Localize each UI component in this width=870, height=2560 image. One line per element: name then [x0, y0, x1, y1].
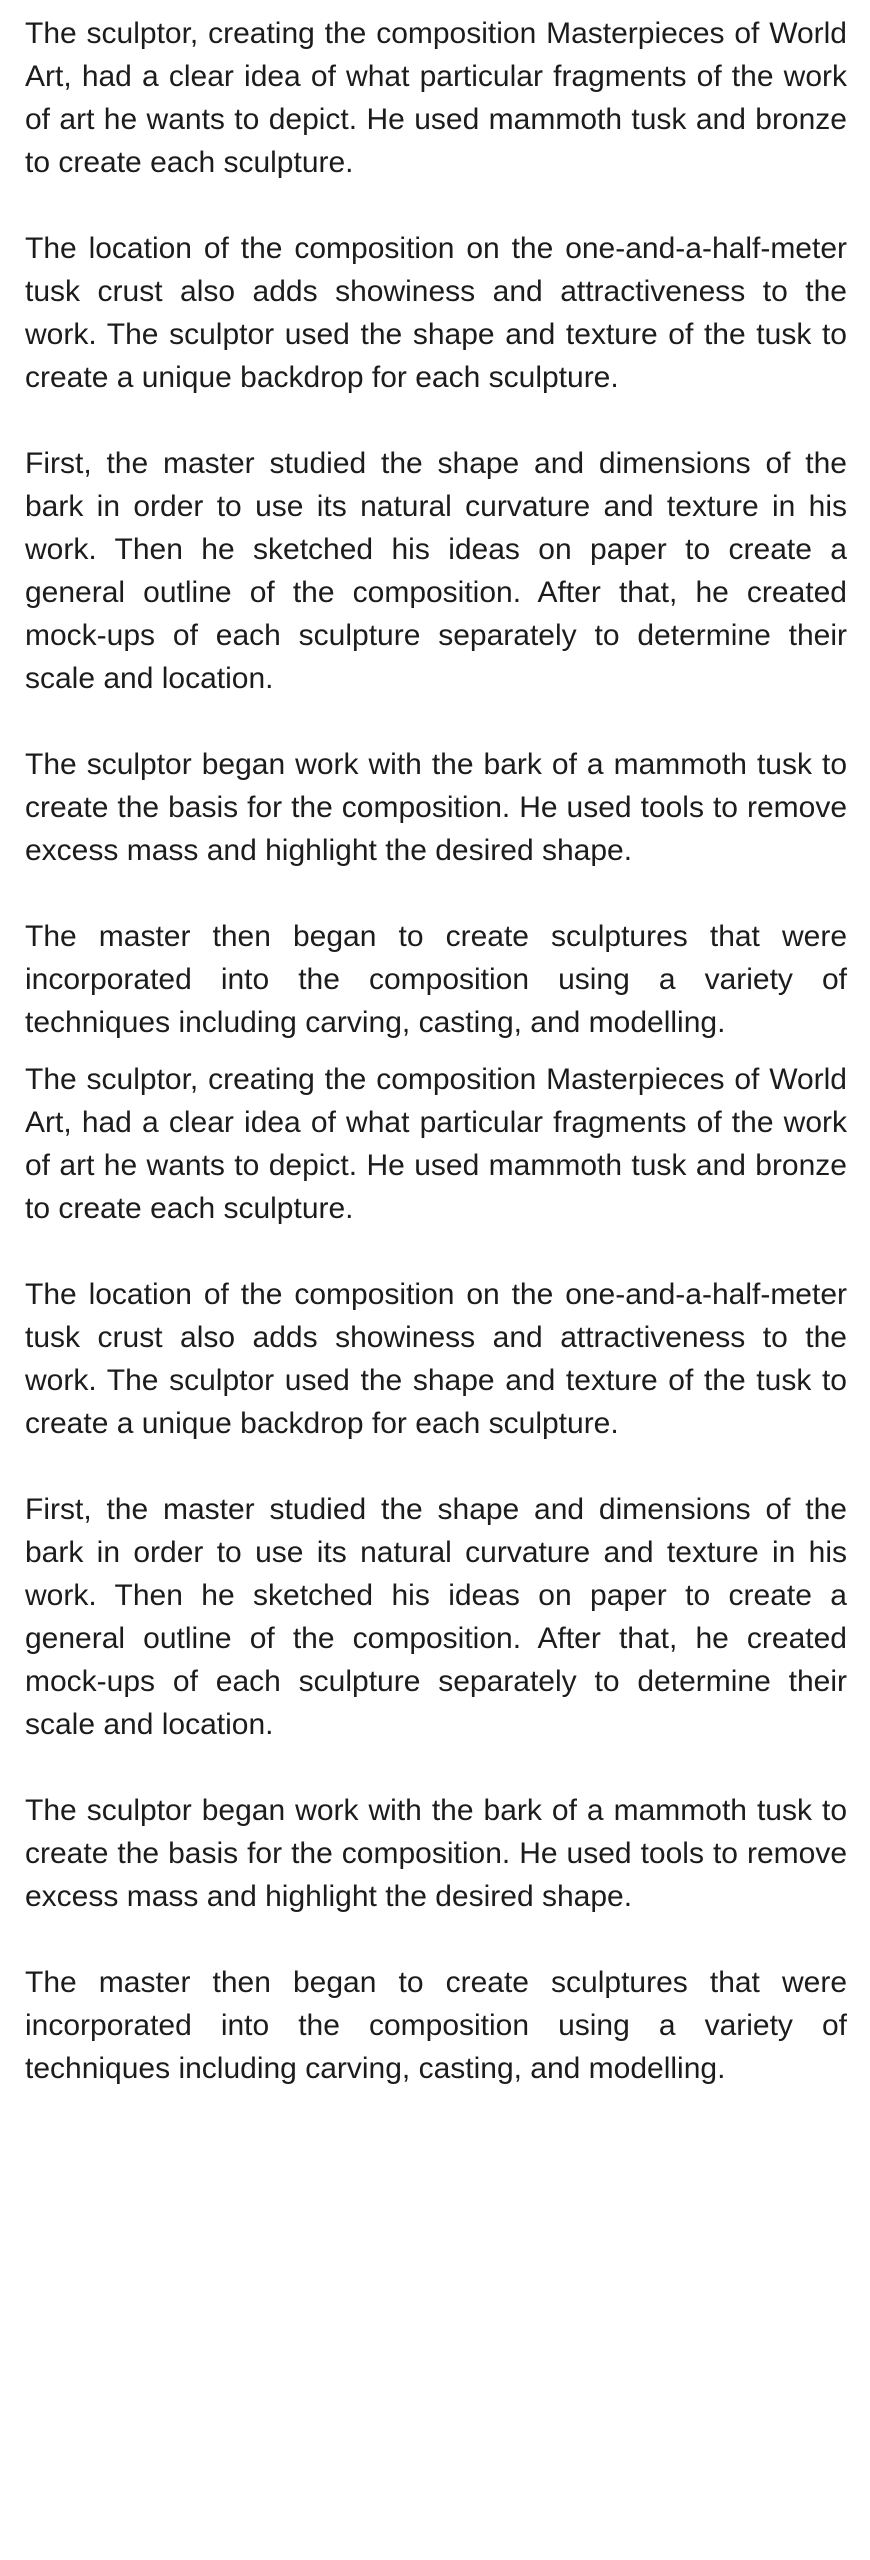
paragraph: The master then began to create sculptures that were incorporated into the composition using a variety of techniques including carving, casting, and modelling. — [25, 920, 847, 1039]
paragraph: The master then began to create sculptures that were incorporated into the composition using a variety of techniques including carving, casting, and modelling. — [25, 1966, 847, 2085]
paragraph: The sculptor began work with the bark of a mammoth tusk to create the basis for the composition. He used tools to remove excess mass and highlight the desired shape. — [25, 748, 847, 867]
text-block-2 — [25, 1058, 847, 2090]
paragraph: The sculptor, creating the composition Masterpieces of World Art, had a clear idea of what particular fragments of the work of art he wants to depict. He used mammoth tusk and bronze to create each sculpture. — [25, 17, 847, 179]
paragraph: First, the master studied the shape and dimensions of the bark in order to use its natural curvature and texture in his work. Then he sketched his ideas on paper to create a general outline of the composition. After that, he created mock-ups of each sculpture separately to determine their scale and location. — [25, 1493, 847, 1741]
text-block-1 — [25, 12, 847, 1044]
paragraph: The location of the composition on the one-and-a-half-meter tusk crust also adds showiness and attractiveness to the work. The sculptor used the shape and texture of the tusk to create a unique backdrop for each sculpture. — [25, 232, 847, 394]
paragraph: First, the master studied the shape and dimensions of the bark in order to use its natural curvature and texture in his work. Then he sketched his ideas on paper to create a general outline of the composition. After that, he created mock-ups of each sculpture separately to determine their scale and location. — [25, 447, 847, 695]
article-body — [25, 12, 847, 2090]
paragraph: The location of the composition on the one-and-a-half-meter tusk crust also adds showiness and attractiveness to the work. The sculptor used the shape and texture of the tusk to create a unique backdrop for each sculpture. — [25, 1278, 847, 1440]
paragraph: The sculptor began work with the bark of a mammoth tusk to create the basis for the composition. He used tools to remove excess mass and highlight the desired shape. — [25, 1794, 847, 1913]
paragraph: The sculptor, creating the composition Masterpieces of World Art, had a clear idea of what particular fragments of the work of art he wants to depict. He used mammoth tusk and bronze to create each sculpture. — [25, 1063, 847, 1225]
